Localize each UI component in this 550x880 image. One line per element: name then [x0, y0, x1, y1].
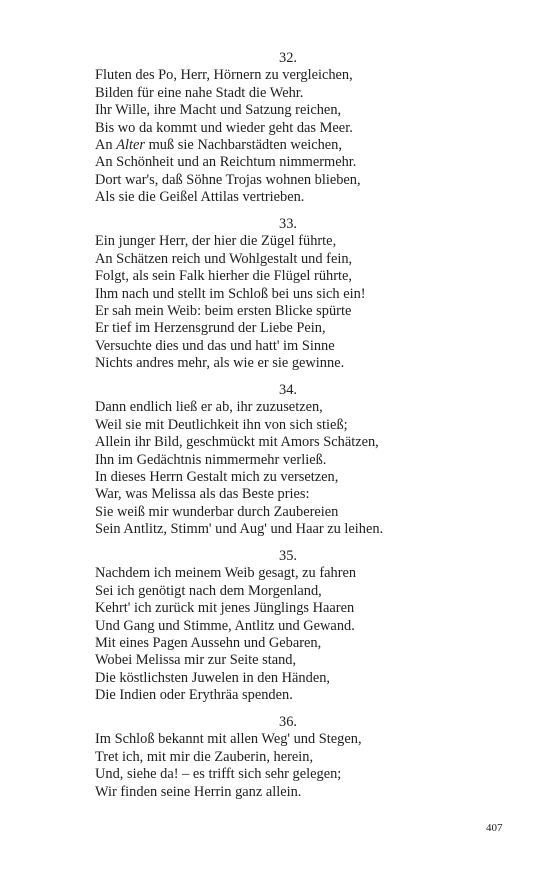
verse-line: Kehrt' ich zurück mit jenes Jünglings Haaren — [95, 600, 355, 617]
verse-line: Sei ich genötigt nach dem Morgenland, — [95, 582, 322, 599]
verse-line: Folgt, als sein Falk hierher die Flügel rührte, — [95, 268, 352, 285]
verse-line: War, was Melissa als das Beste pries: — [95, 486, 310, 503]
stanza-number: 32. — [279, 50, 297, 66]
verse-line: Wobei Melissa mir zur Seite stand, — [95, 652, 297, 669]
verse-line: Fluten des Po, Herr, Hörnern zu vergleichen, — [95, 67, 353, 84]
verse-line: Sein Antlitz, Stimm' und Aug' und Haar zu leihen. — [95, 521, 384, 538]
verse-line: Wir finden seine Herrin ganz allein. — [95, 783, 302, 800]
verse-line: Ein junger Herr, der hier die Zügel führte, — [95, 233, 337, 250]
verse-line: An Schätzen reich und Wohlgestalt und fein, — [95, 250, 353, 267]
verse-line: In dieses Herrn Gestalt mich zu versetzen, — [95, 468, 339, 485]
verse-line: Nachdem ich meinem Weib gesagt, zu fahren — [95, 565, 357, 582]
verse-line: Er sah mein Weib: beim ersten Blicke spürte — [95, 302, 352, 319]
verse-line: Die Indien oder Erythräa spenden. — [95, 687, 293, 704]
verse-line: Ihr Wille, ihre Macht und Satzung reichen, — [95, 102, 342, 119]
stanza-number: 36. — [279, 714, 297, 730]
stanza-34 — [95, 382, 495, 539]
verse-line: Und Gang und Stimme, Antlitz und Gewand. — [95, 617, 355, 634]
verse-line: Ihn im Gedächtnis nimmermehr verließ. — [95, 451, 327, 468]
verse-line: Dort war's, daß Söhne Trojas wohnen blieben, — [95, 171, 361, 188]
verse-line: Bilden für eine nahe Stadt die Wehr. — [95, 84, 304, 101]
page-number: 407 — [486, 822, 503, 834]
verse-line: Weil sie mit Deutlichkeit ihn von sich stieß; — [95, 416, 348, 433]
verse-line: Nichts andres mehr, als wie er sie gewinne. — [95, 355, 345, 372]
verse-line: Er tief im Herzensgrund der Liebe Pein, — [95, 320, 326, 337]
verse-line: An Alter muß sie Nachbarstädten weichen, — [95, 136, 342, 153]
verse-line: Tret ich, mit mir die Zauberin, herein, — [95, 748, 314, 765]
stanza-35 — [95, 548, 495, 705]
verse-line: An Schönheit und an Reichtum nimmermehr. — [95, 154, 357, 171]
verse-line: Ihm nach und stellt im Schloß bei uns sich ein! — [95, 285, 366, 302]
verse-line: Im Schloß bekannt mit allen Weg' und Stegen, — [95, 731, 362, 748]
stanza-36 — [95, 714, 495, 801]
stanza-number: 34. — [279, 382, 297, 398]
verse-line: Sie weiß mir wunderbar durch Zaubereien — [95, 503, 339, 520]
verse-line: Versuchte dies und das und hatt' im Sinne — [95, 337, 335, 354]
stanza-32 — [95, 50, 495, 207]
verse-line: Mit eines Pagen Aussehn und Gebaren, — [95, 634, 322, 651]
stanza-number: 33. — [279, 216, 297, 232]
verse-line: Und, siehe da! – es trifft sich sehr gelegen; — [95, 766, 342, 783]
verse-line: Bis wo da kommt und wieder geht das Meer. — [95, 119, 353, 136]
stanza-33 — [95, 216, 495, 373]
verse-line: Dann endlich ließ er ab, ihr zuzusetzen, — [95, 399, 323, 416]
verse-line: Allein ihr Bild, geschmückt mit Amors Schätzen, — [95, 434, 379, 451]
verse-line: Die köstlichsten Juwelen in den Händen, — [95, 669, 330, 686]
verse-line: Als sie die Geißel Attilas vertrieben. — [95, 189, 305, 206]
stanza-number: 35. — [279, 548, 297, 564]
emphasized-word: Alter — [116, 136, 145, 153]
